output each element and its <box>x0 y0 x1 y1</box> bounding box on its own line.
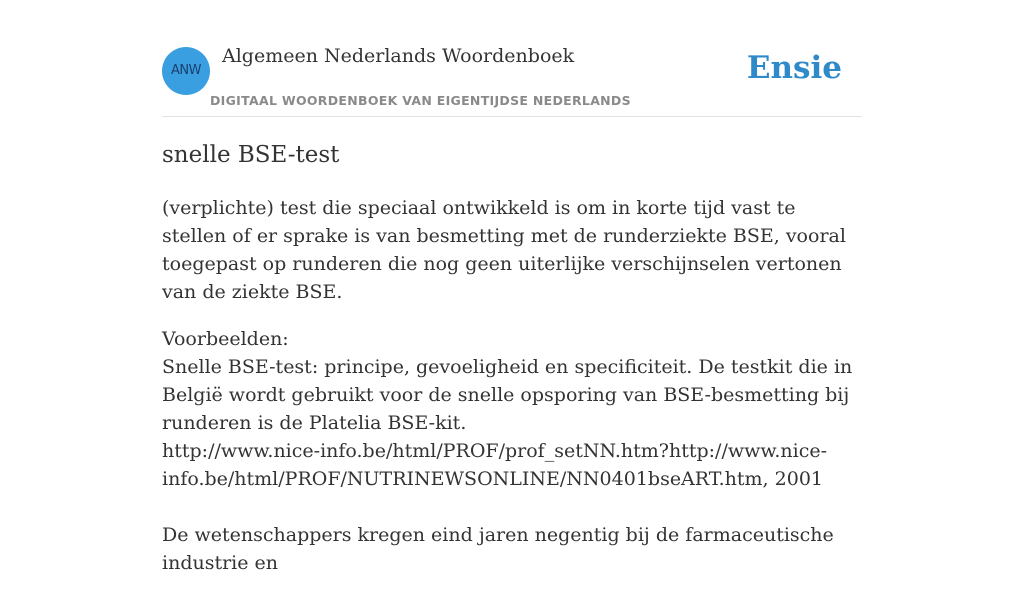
examples-label: Voorbeelden: <box>162 328 289 350</box>
site-subtitle: DIGITAAL WOORDENBOEK VAN EIGENTIJDSE NEDERLANDS <box>210 93 631 108</box>
example-item <box>162 521 862 577</box>
site-title[interactable]: Algemeen Nederlands Woordenboek <box>222 45 575 67</box>
entry-definition: (verplichte) test die speciaal ontwikkeld is om in korte tijd vast te stellen of er sprake is van besmetting met de runderziekte BSE, vooral toegepast op runderen die nog geen uiterlijke verschijnselen vertonen van de ziekte BSE. <box>162 197 846 303</box>
example-source: http://www.nice-info.be/html/PROF/prof_setNN.htm?http://www.nice-info.be/html/PROF/NUTRINEWSONLINE/NN0401bseART.htm, 2001 <box>162 440 828 490</box>
site-header <box>162 0 862 117</box>
entry-title: snelle BSE-test <box>162 142 340 168</box>
example-item <box>162 353 862 493</box>
example-text: De wetenschappers kregen eind jaren negentig bij de farmaceutische industrie en <box>162 524 834 574</box>
example-text: Snelle BSE-test: principe, gevoeligheid en specificiteit. De testkit die in België wordt gebruikt voor de snelle opsporing van BSE-besmetting bij runderen is de Platelia BSE-kit. <box>162 356 853 434</box>
anw-logo[interactable]: ANW <box>162 47 210 95</box>
ensie-brand-logo[interactable]: Ensie <box>746 50 842 86</box>
entry-content <box>162 138 862 605</box>
